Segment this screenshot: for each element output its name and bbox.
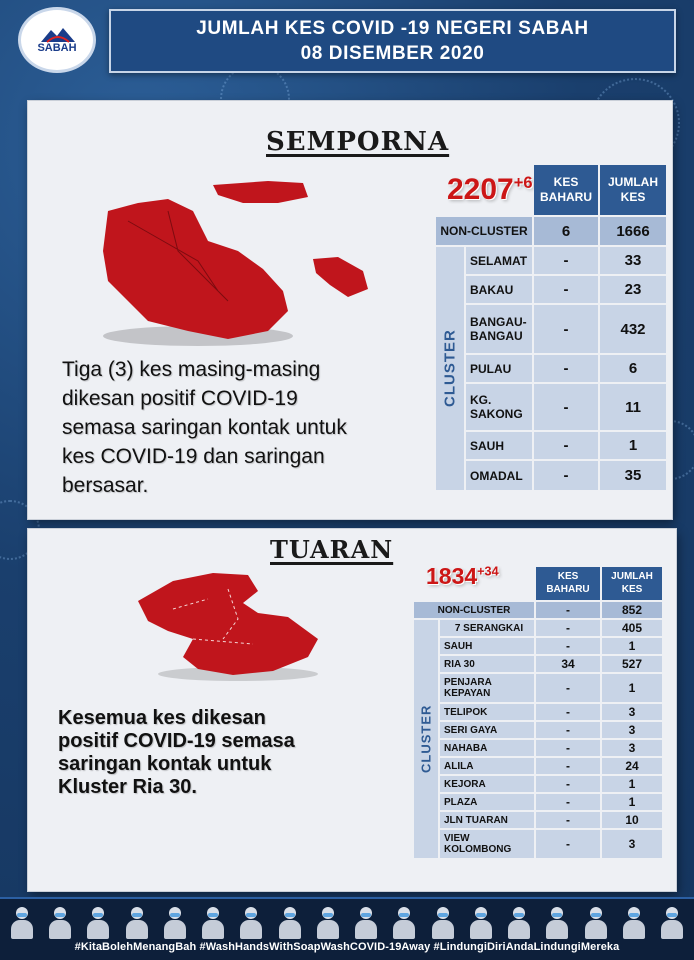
cluster-name: SAUH	[440, 638, 534, 654]
cluster-side-label: CLUSTER	[414, 620, 438, 858]
cluster-new: -	[536, 830, 600, 858]
increase-value: +34	[477, 564, 499, 579]
description-line: positif COVID-19 semasa	[58, 730, 295, 752]
cluster-name: BANGAU-BANGAU	[466, 305, 532, 353]
cluster-name: SAUH	[466, 432, 532, 459]
page-title	[109, 9, 676, 73]
cluster-side-label: CLUSTER	[436, 247, 464, 490]
logo-word: SABAH	[37, 42, 77, 54]
cluster-new: -	[536, 812, 600, 828]
cluster-name: PLAZA	[440, 794, 534, 810]
cluster-new: -	[536, 794, 600, 810]
cluster-new: -	[536, 776, 600, 792]
semporna-panel	[28, 101, 672, 519]
total-value: 2207	[447, 173, 514, 206]
description-line: Tiga (3) kes masing-masing	[62, 358, 321, 381]
cluster-total: 432	[600, 305, 666, 353]
header-total-cases: JUMLAH KES	[602, 567, 662, 600]
cluster-name: BAKAU	[466, 276, 532, 303]
cluster-total: 33	[600, 247, 666, 274]
title-line-1: JUMLAH KES COVID -19 NEGERI SABAH	[196, 18, 589, 39]
cluster-new: 34	[536, 656, 600, 672]
cluster-total: 24	[602, 758, 662, 774]
frontliner-figures-icon	[10, 905, 684, 939]
cluster-total: 23	[600, 276, 666, 303]
description-line: dikesan positif COVID-19	[62, 387, 298, 410]
cluster-new: -	[534, 276, 598, 303]
non-cluster-new: -	[536, 602, 600, 618]
cluster-new: -	[534, 355, 598, 382]
footer-banner	[0, 897, 694, 960]
cluster-name: JLN TUARAN	[440, 812, 534, 828]
cluster-new: -	[534, 461, 598, 490]
non-cluster-label: NON-CLUSTER	[414, 602, 534, 618]
cluster-total: 3	[602, 704, 662, 720]
cluster-new: -	[536, 722, 600, 738]
cluster-total: 6	[600, 355, 666, 382]
non-cluster-new: 6	[534, 217, 598, 245]
cluster-total: 527	[602, 656, 662, 672]
increase-value: +6	[513, 174, 533, 192]
cluster-total: 10	[602, 812, 662, 828]
description-line: saringan kontak untuk	[58, 753, 272, 775]
cluster-total: 1	[602, 794, 662, 810]
cluster-new: -	[536, 674, 600, 702]
cluster-total: 1	[602, 776, 662, 792]
cluster-new: -	[536, 704, 600, 720]
non-cluster-total: 1666	[600, 217, 666, 245]
cluster-total: 3	[602, 722, 662, 738]
cluster-name: 7 SERANGKAI	[440, 620, 534, 636]
non-cluster-total: 852	[602, 602, 662, 618]
non-cluster-label: NON-CLUSTER	[436, 217, 532, 245]
cluster-total: 35	[600, 461, 666, 490]
cluster-name: SERI GAYA	[440, 722, 534, 738]
cluster-new: -	[534, 247, 598, 274]
header-new-cases: KES BAHARU	[534, 165, 598, 215]
description-line: kes COVID-19 dan saringan	[62, 445, 325, 468]
cluster-new: -	[536, 638, 600, 654]
cluster-total: 1	[602, 638, 662, 654]
cluster-total: 1	[600, 432, 666, 459]
description-line: semasa saringan kontak untuk	[62, 416, 347, 439]
semporna-map-icon	[68, 181, 378, 351]
description-line: Kesemua kes dikesan	[58, 707, 266, 729]
cluster-name: RIA 30	[440, 656, 534, 672]
cluster-name: NAHABA	[440, 740, 534, 756]
cluster-name: SELAMAT	[466, 247, 532, 274]
sabah-logo	[18, 7, 96, 73]
total-value: 1834	[426, 563, 478, 589]
cluster-total: 3	[602, 830, 662, 858]
description	[58, 707, 295, 799]
cluster-new: -	[536, 740, 600, 756]
district-name: TUARAN	[270, 535, 394, 564]
cluster-new: -	[534, 384, 598, 430]
title-date: 08 DISEMBER 2020	[300, 43, 485, 64]
header-total-cases: JUMLAH KES	[600, 165, 666, 215]
cluster-name: TELIPOK	[440, 704, 534, 720]
cluster-name: PENJARA KEPAYAN	[440, 674, 534, 702]
cluster-new: -	[536, 620, 600, 636]
header-new-cases: KES BAHARU	[536, 567, 600, 600]
cluster-name: OMADAL	[466, 461, 532, 490]
description-line: Kluster Ria 30.	[58, 776, 197, 798]
case-table	[414, 567, 662, 858]
cluster-total: 3	[602, 740, 662, 756]
tuaran-map-icon	[133, 569, 333, 684]
cluster-new: -	[534, 432, 598, 459]
cluster-new: -	[534, 305, 598, 353]
district-name: SEMPORNA	[266, 127, 450, 157]
cluster-name: KG. SAKONG	[466, 384, 532, 430]
case-table	[436, 165, 666, 490]
cluster-total: 405	[602, 620, 662, 636]
hashtags: #KitaBolehMenangBah #WashHandsWithSoapWashCOVID-19Away #LindungiDiriAndaLindungiMereka	[74, 941, 620, 953]
sabah-health-logo-icon	[39, 24, 77, 46]
cluster-total: 11	[600, 384, 666, 430]
description-line: bersasar.	[62, 474, 149, 497]
description	[62, 355, 347, 500]
cluster-new: -	[536, 758, 600, 774]
cluster-name: PULAU	[466, 355, 532, 382]
cluster-name: VIEW KOLOMBONG	[440, 830, 534, 858]
cluster-total: 1	[602, 674, 662, 702]
cluster-name: KEJORA	[440, 776, 534, 792]
cluster-name: ALILA	[440, 758, 534, 774]
tuaran-panel	[28, 529, 676, 891]
